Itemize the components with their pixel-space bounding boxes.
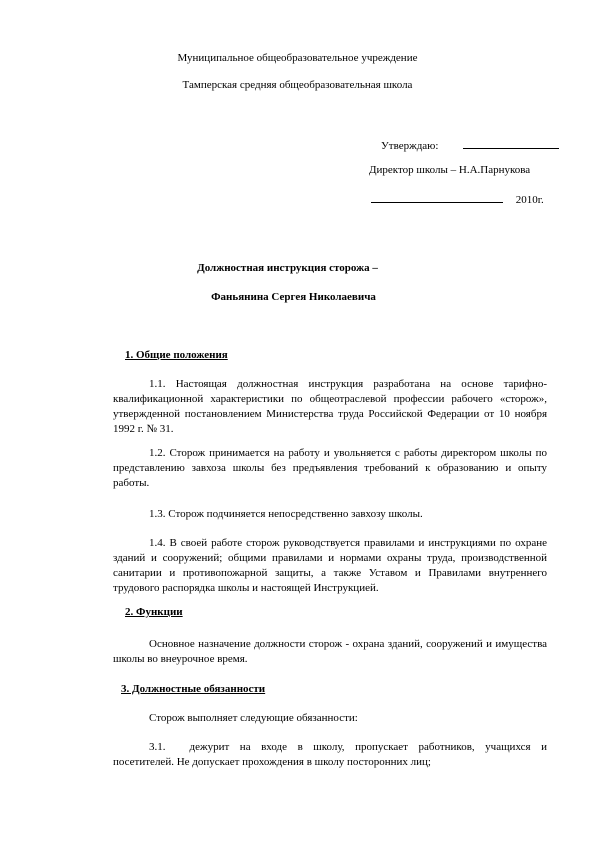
paragraph-1-3 [113, 507, 547, 522]
doc-title-line2: Фаньянина Сергея Николаевича [211, 291, 376, 303]
paragraph-1-3-text: Сторож подчиняется непосредственно завхозу школы. [168, 508, 423, 520]
date-blank [371, 191, 503, 203]
paragraph-1-1 [113, 377, 547, 437]
paragraph-1-1-text: Настоящая должностная инструкция разработана на основе тарифно-квалификационной характеристики по общеотраслевой профессии рабочего «сторож», утвержденной постановлением Министерства труда Российской Федерации от 10 ноября 1992 г. № 31. [113, 378, 547, 435]
paragraph-1-4-number: 1.4. [149, 537, 166, 549]
section-2-heading: 2. Функции [125, 606, 183, 618]
doc-title-line1: Должностная инструкция сторожа – [197, 262, 378, 274]
paragraph-1-2-text: Сторож принимается на работу и увольняется с работы директором школы по представлению завхоза школы без предъявления требований к образованию и опыту работы. [113, 447, 548, 489]
paragraph-3-1-number: 3.1. [149, 741, 166, 753]
paragraph-1-2-number: 1.2. [149, 447, 166, 459]
org-name-line2: Тамперская средняя общеобразовательная школа [182, 79, 413, 91]
paragraph-1-1-number: 1.1. [149, 378, 166, 390]
paragraph-3-1 [113, 740, 547, 770]
paragraph-2-text: Основное назначение должности сторож - охрана зданий, сооружений и имущества школы во внеурочное время. [113, 638, 547, 665]
paragraph-3-1-text: дежурит на входе в школу, пропускает работников, учащихся и посетителей. Не допускает прохождения в школу посторонних лиц; [113, 741, 547, 768]
paragraph-1-4 [113, 536, 547, 596]
paragraph-2 [113, 637, 547, 667]
paragraph-3-intro [113, 711, 547, 726]
approval-year: 2010г. [515, 194, 544, 206]
paragraph-1-2 [113, 446, 547, 491]
signature-blank [463, 137, 559, 149]
paragraph-3-intro-text: Сторож выполняет следующие обязанности: [149, 712, 358, 724]
org-name-line1: Муниципальное общеобразовательное учреждение [177, 52, 418, 64]
approve-label: Утверждаю: [381, 140, 439, 152]
date-block [371, 191, 544, 208]
paragraph-1-3-number: 1.3. [149, 508, 166, 520]
section-3-heading: 3. Должностные обязанности [121, 683, 266, 695]
approval-block [381, 137, 559, 154]
director-line: Директор школы – Н.А.Парнукова [369, 164, 531, 176]
section-1-heading: 1. Общие положения [125, 349, 228, 361]
paragraph-1-4-text: В своей работе сторож руководствуется правилами и инструкциями по охране зданий и сооружений; общими правилами и нормами охраны труда, производственной санитарии и противопожарной защиты, а также Уставом и Правилами внутреннего трудового распорядка школы и настоящей Инструкцией. [113, 537, 548, 594]
